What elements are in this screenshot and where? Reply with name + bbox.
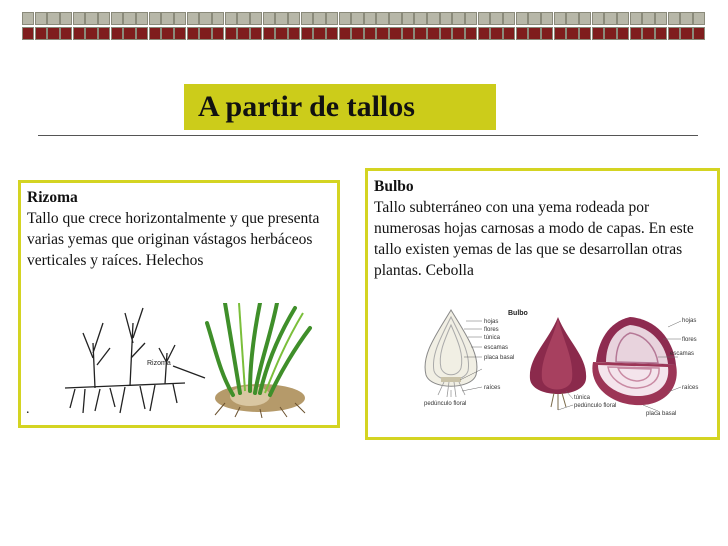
rizoma-description: Tallo que crece horizontalmente y que presenta varias yemas que originan vástagos herbáceos verticales y raíces. Helechos bbox=[27, 210, 320, 269]
bulbo-label-flores: flores bbox=[484, 327, 499, 333]
grid-cell-gray bbox=[301, 12, 313, 25]
grid-cell-gray bbox=[541, 12, 553, 25]
grid-cell-gray bbox=[339, 12, 351, 25]
header-grid-bar bbox=[0, 0, 728, 44]
grid-cell-gray bbox=[250, 12, 262, 25]
grid-cell-gray bbox=[161, 12, 173, 25]
grid-cell-gray bbox=[85, 12, 97, 25]
grid-cell-maroon bbox=[566, 27, 578, 40]
rizoma-footnote: . bbox=[26, 402, 30, 417]
grid-cell-gray bbox=[414, 12, 426, 25]
grid-cell-gray bbox=[136, 12, 148, 25]
grid-cell-gray bbox=[630, 12, 642, 25]
rizoma-figure-label: Rizoma bbox=[147, 360, 171, 367]
grid-cell-maroon bbox=[528, 27, 540, 40]
grid-cell-maroon bbox=[592, 27, 604, 40]
grid-cell-maroon bbox=[47, 27, 59, 40]
grid-cell-maroon bbox=[414, 27, 426, 40]
grid-cell-maroon bbox=[301, 27, 313, 40]
grid-cell-maroon bbox=[123, 27, 135, 40]
grid-cell-gray bbox=[668, 12, 680, 25]
grid-cell-maroon bbox=[642, 27, 654, 40]
grid-cell-gray bbox=[604, 12, 616, 25]
grid-cell-maroon bbox=[161, 27, 173, 40]
grid-cell-maroon bbox=[554, 27, 566, 40]
bulbo-label-raices: raíces bbox=[484, 385, 501, 391]
grid-cell-gray bbox=[111, 12, 123, 25]
grid-cell-maroon bbox=[427, 27, 439, 40]
grid-cell-maroon bbox=[85, 27, 97, 40]
grid-cell-gray bbox=[389, 12, 401, 25]
grid-cell-maroon bbox=[225, 27, 237, 40]
grid-cell-maroon bbox=[452, 27, 464, 40]
onion-label-flores: flores bbox=[682, 337, 697, 343]
grid-cell-gray bbox=[592, 12, 604, 25]
grid-cell-maroon bbox=[376, 27, 388, 40]
slide-title: A partir de tallos bbox=[198, 90, 415, 123]
grid-cell-maroon bbox=[73, 27, 85, 40]
rizoma-panel bbox=[18, 180, 340, 428]
grid-cell-maroon bbox=[326, 27, 338, 40]
grid-cell-maroon bbox=[313, 27, 325, 40]
grid-cell-gray bbox=[402, 12, 414, 25]
grid-cell-gray bbox=[680, 12, 692, 25]
grid-cell-maroon bbox=[60, 27, 72, 40]
grid-cell-gray bbox=[364, 12, 376, 25]
grid-cell-maroon bbox=[655, 27, 667, 40]
rizoma-illustration bbox=[55, 303, 325, 418]
bulbo-text bbox=[374, 176, 714, 281]
grid-cell-gray bbox=[174, 12, 186, 25]
onion-label-pedunculo: pedúnculo floral bbox=[574, 403, 617, 409]
rhizome-photo bbox=[207, 303, 310, 418]
grid-cell-gray bbox=[123, 12, 135, 25]
grid-cell-gray bbox=[98, 12, 110, 25]
bulbo-label-hojas: hojas bbox=[484, 319, 499, 325]
grid-cell-maroon bbox=[617, 27, 629, 40]
bulbo-label-tunica: túnica bbox=[484, 335, 501, 341]
grid-cell-gray bbox=[516, 12, 528, 25]
bulbo-label-pedunculo: pedúnculo floral bbox=[424, 401, 467, 407]
grid-cell-maroon bbox=[98, 27, 110, 40]
grid-cell-gray bbox=[490, 12, 502, 25]
grid-cell-maroon bbox=[288, 27, 300, 40]
title-divider bbox=[38, 135, 698, 136]
grid-row-maroon bbox=[22, 27, 706, 40]
grid-cell-maroon bbox=[22, 27, 34, 40]
grid-cell-gray bbox=[351, 12, 363, 25]
grid-cell-gray bbox=[579, 12, 591, 25]
grid-cell-maroon bbox=[149, 27, 161, 40]
grid-cell-gray bbox=[237, 12, 249, 25]
grid-cell-gray bbox=[35, 12, 47, 25]
grid-cell-gray bbox=[617, 12, 629, 25]
grid-cell-gray bbox=[149, 12, 161, 25]
grid-cell-maroon bbox=[680, 27, 692, 40]
grid-cell-maroon bbox=[199, 27, 211, 40]
grid-cell-gray bbox=[452, 12, 464, 25]
bulbo-description: Tallo subterráneo con una yema rodeada por numerosas hojas carnosas a modo de capas. En este tallo existen yemas de las que se desarrollan otras plantas. Cebolla bbox=[374, 199, 694, 279]
grid-cell-gray bbox=[187, 12, 199, 25]
grid-cell-gray bbox=[503, 12, 515, 25]
grid-cell-maroon bbox=[503, 27, 515, 40]
grid-cell-gray bbox=[655, 12, 667, 25]
grid-cell-maroon bbox=[579, 27, 591, 40]
grid-cell-maroon bbox=[630, 27, 642, 40]
grid-cell-maroon bbox=[440, 27, 452, 40]
grid-cell-maroon bbox=[111, 27, 123, 40]
grid-cell-maroon bbox=[693, 27, 705, 40]
grid-cell-maroon bbox=[250, 27, 262, 40]
grid-cell-gray bbox=[212, 12, 224, 25]
grid-cell-gray bbox=[22, 12, 34, 25]
grid-cell-gray bbox=[642, 12, 654, 25]
grid-cell-gray bbox=[60, 12, 72, 25]
grid-cell-maroon bbox=[212, 27, 224, 40]
grid-row-gray bbox=[22, 12, 706, 25]
rizoma-text bbox=[27, 187, 337, 271]
grid-cell-gray bbox=[465, 12, 477, 25]
grid-cell-gray bbox=[440, 12, 452, 25]
bulb-cross-section bbox=[425, 310, 477, 397]
grid-cell-maroon bbox=[465, 27, 477, 40]
grid-cell-maroon bbox=[604, 27, 616, 40]
grid-cell-maroon bbox=[516, 27, 528, 40]
grid-cell-gray bbox=[199, 12, 211, 25]
grid-cell-gray bbox=[566, 12, 578, 25]
onion-label-placa-basal: placa basal bbox=[646, 411, 677, 417]
onion-photo bbox=[518, 307, 703, 417]
grid-cell-maroon bbox=[263, 27, 275, 40]
grid-cell-maroon bbox=[351, 27, 363, 40]
grid-cell-gray bbox=[288, 12, 300, 25]
grid-cell-maroon bbox=[174, 27, 186, 40]
grid-cell-gray bbox=[313, 12, 325, 25]
grid-cell-maroon bbox=[541, 27, 553, 40]
grid-cell-gray bbox=[47, 12, 59, 25]
grid-cell-maroon bbox=[389, 27, 401, 40]
bulbo-label-escamas: escamas bbox=[484, 345, 509, 351]
grid-cell-gray bbox=[263, 12, 275, 25]
grid-cell-maroon bbox=[478, 27, 490, 40]
grid-cell-gray bbox=[225, 12, 237, 25]
bulbo-heading: Bulbo bbox=[374, 178, 414, 195]
grid-cell-gray bbox=[528, 12, 540, 25]
grid-cell-maroon bbox=[402, 27, 414, 40]
onion-label-raices: raíces bbox=[682, 385, 699, 391]
grid-cell-maroon bbox=[35, 27, 47, 40]
grid-cell-maroon bbox=[364, 27, 376, 40]
onion-label-hojas: hojas bbox=[682, 318, 697, 324]
rhizome-drawing bbox=[65, 308, 205, 413]
grid-cell-gray bbox=[427, 12, 439, 25]
grid-cell-maroon bbox=[668, 27, 680, 40]
grid-cell-gray bbox=[376, 12, 388, 25]
bulbo-panel bbox=[365, 168, 720, 440]
grid-cell-gray bbox=[326, 12, 338, 25]
grid-cell-maroon bbox=[136, 27, 148, 40]
grid-cell-gray bbox=[73, 12, 85, 25]
grid-cell-maroon bbox=[490, 27, 502, 40]
grid-cell-maroon bbox=[339, 27, 351, 40]
grid-cell-gray bbox=[275, 12, 287, 25]
grid-cell-maroon bbox=[237, 27, 249, 40]
onion-label-tunica: túnica bbox=[574, 395, 591, 401]
bulbo-diagram-title: Bulbo bbox=[508, 310, 528, 317]
grid-cell-maroon bbox=[187, 27, 199, 40]
grid-cell-gray bbox=[554, 12, 566, 25]
onion-cut bbox=[592, 317, 676, 405]
rizoma-heading: Rizoma bbox=[27, 189, 78, 206]
grid-cell-gray bbox=[693, 12, 705, 25]
grid-cell-gray bbox=[478, 12, 490, 25]
grid-cell-maroon bbox=[275, 27, 287, 40]
onion-label-escamas: escamas bbox=[670, 351, 695, 357]
bulbo-label-placa-basal: placa basal bbox=[484, 355, 515, 361]
